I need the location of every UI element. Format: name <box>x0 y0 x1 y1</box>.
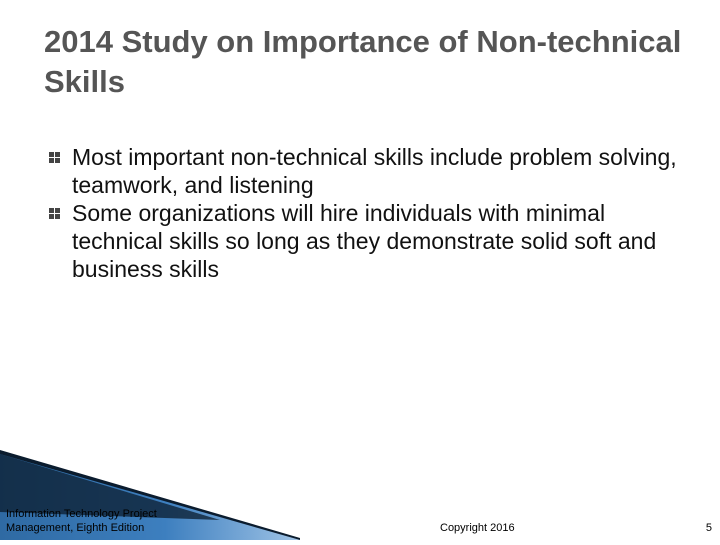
slide-title: 2014 Study on Importance of Non-technical Skills <box>44 24 682 99</box>
footer-book-title <box>6 507 186 535</box>
footer-book-title-line2: Management, Eighth Edition <box>6 522 145 534</box>
page-number: 5 <box>705 522 712 534</box>
bullet-list <box>48 143 688 283</box>
bullet-text: Some organizations will hire individuals with minimal technical skills so long as they demonstrate solid soft and business skills <box>72 200 657 282</box>
footer-book-title-line1: Information Technology Project <box>6 508 157 520</box>
bullet-item <box>48 143 688 199</box>
bullet-item <box>48 199 688 283</box>
bullet-text: Most important non-technical skills include problem solving, teamwork, and listening <box>72 144 677 198</box>
bullet-icon <box>48 199 64 227</box>
footer-copyright: Copyright 2016 <box>440 522 515 534</box>
bullet-icon <box>48 143 64 171</box>
